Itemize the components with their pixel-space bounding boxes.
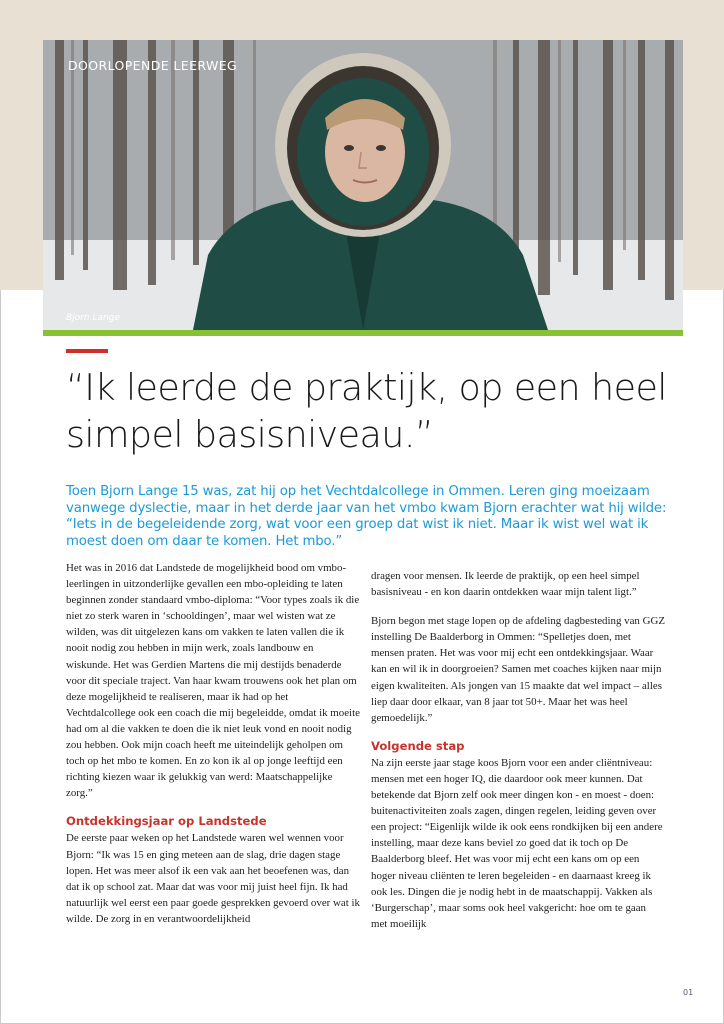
body-paragraph: dragen voor mensen. Ik leerde de praktijk, op een heel simpel basisniveau - en kon daarin ontdekken waar mijn talent ligt.” [371, 570, 640, 599]
left-column [66, 560, 360, 940]
hero-photo-illustration [43, 40, 683, 330]
red-accent-bar [66, 349, 108, 353]
photo-credit: Bjorn Lange [66, 313, 120, 323]
body-paragraph: De eerste paar weken op het Landstede waren wel wennen voor Bjorn: “Ik was 15 en ging meteen aan de slag, drie dagen stage lopen. Het was meer alsof ik een vak aan het beoefenen was, dan dat ik op school zat. Maar dat was voor mij juist heel fijn. Ik had natuurlijk wel eerst een paar goede gesprekken gevoerd over wat ik wilde. De zorg in en verantwoordelijkheid [66, 832, 360, 925]
subheading-volgende-stap: Volgende stap [371, 738, 465, 753]
pull-quote: “Ik leerde de praktijk, op een heel simpel basisniveau.” [66, 366, 667, 456]
body-paragraph: Het was in 2016 dat Landstede de mogelijkheid bood om vmbo-leerlingen in uitzonderlijke gevallen een mbo-opleiding te laten beginnen zonder standaard vmbo-diploma: “Voor types zoals ik die niet zo sterk waren in ‘schooldingen’, maar wel wisten wat ze wilden, was dit uitgelezen kans om vakken te laten vallen die ik nooit nodig zou hebben in mijn werk, zoals landbouw en wiskunde. Het was Gerdien Martens die mij destijds benaderde voor dit speciale traject. Van haar kwam trouwens ook het plan om deze mogelijkheid te realiseren, maar ik had op het Vechtdalcollege ook een coach die mij begeleidde, omdat ik moeite had om al die vakken te doen die ik niet leuk vond en nooit nodig zou hebben. Ook mijn coach heeft me uiteindelijk geholpen om toch op het mbo te komen. En zo kon ik al op jonge leeftijd een richting kiezen waar ik gelukkig van werd: Maatschappelijke zorg.” [66, 562, 360, 800]
intro-paragraph: Toen Bjorn Lange 15 was, zat hij op het Vechtdalcollege in Ommen. Leren ging moeizaam vanwege dyslectie, maar in het derde jaar van het vmbo kwam Bjorn erachter wat hij wilde: “Iets in de begeleidende zorg, wat voor een groep dat wist ik niet. Maar ik wist wel wat ik moest doen om daar te komen. Het mbo.” [66, 484, 667, 549]
hero-photo [43, 40, 683, 330]
body-paragraph: Bjorn begon met stage lopen op de afdeling dagbesteding van GGZ instelling De Baalderborg in Ommen: “Spelletjes doen, met mensen praten. Het was voor mij echt een ontdekkingsjaar. Waar kan en wil ik in doorgroeien? Samen met coaches kijken naar mijn eigen kwaliteiten. Als jongen van 15 maakte dat wel impact – alles liep daar door elkaar, van 8 jaar tot 50+. Maar het was heel gemoedelijk.” [371, 615, 665, 724]
body-paragraph: Na zijn eerste jaar stage koos Bjorn voor een ander cliëntniveau: mensen met een hoger IQ, die daardoor ook meer kunnen. Dat betekende dat Bjorn zelf ook meer dingen kon - en moest - doen: buitenactiviteiten zoals zagen, dingen regelen, leiding geven over een project: “Eigenlijk wilde ik ook eens rondkijken bij een andere instelling, maar deze kans beviel zo goed dat ik toch op De Baalderborg bleef. Het was voor mij echt een kans om op een hoger niveau cliënten te leren begeleiden - en daarnaast kreeg ik ook les. Dingen die je nodig hebt in de maatschappij. Vakken als ‘Burgerschap’, maar soms ook heel vakgericht: hoe om te gaan met moeilijk [371, 756, 663, 930]
page-number: 01 [683, 988, 694, 997]
green-divider [43, 330, 683, 336]
right-column [371, 568, 665, 945]
section-label: DOORLOPENDE LEERWEG [68, 58, 238, 73]
subheading-ontdekkingsjaar: Ontdekkingsjaar op Landstede [66, 814, 267, 829]
